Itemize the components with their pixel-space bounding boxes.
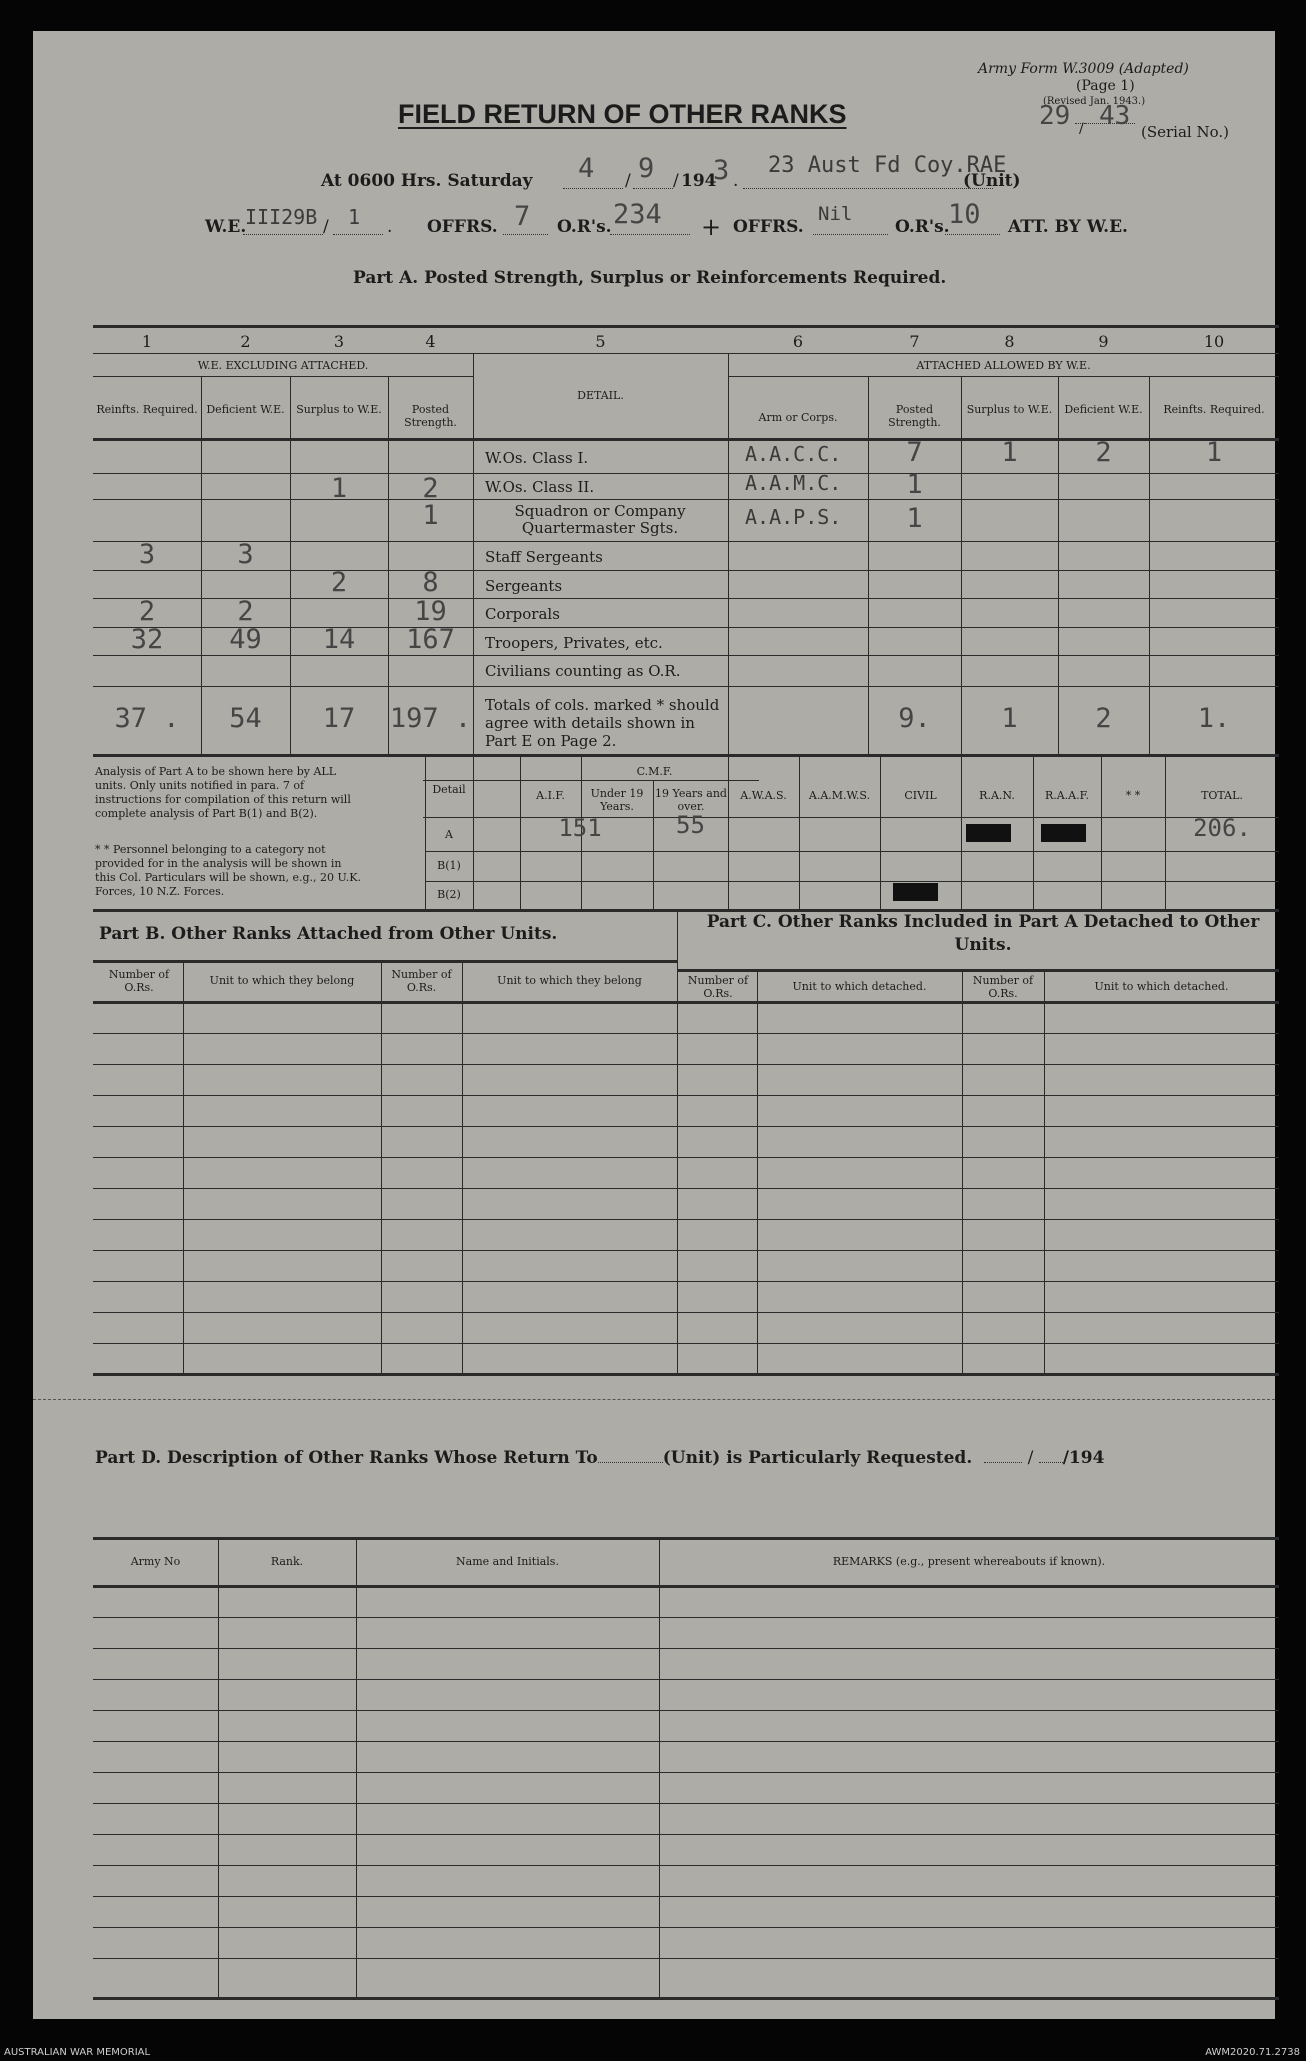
plus-sign: + — [701, 213, 722, 241]
part-b-header: Unit to which they belong — [209, 974, 355, 987]
we-value-a: III29B — [245, 205, 318, 229]
detail-header: DETAIL. — [577, 389, 624, 402]
part-b-header: Number of O.Rs. — [108, 968, 170, 994]
header-under-19: Under 19 Years. — [590, 787, 644, 813]
header-arm-corps: Arm or Corps. — [758, 411, 838, 424]
offrs2-value: Nil — [818, 203, 853, 225]
date-day: 4 — [578, 153, 595, 184]
header-att-deficient: Deficient W.E. — [1064, 403, 1143, 416]
part-d-header: REMARKS (e.g., present whereabouts if known). — [832, 1555, 1106, 1568]
separator — [33, 1399, 1275, 1400]
header-att-surplus: Surplus to W.E. — [966, 403, 1053, 416]
header-att-posted: Posted Strength. — [888, 403, 941, 429]
att-label: ATT. BY W.E. — [1008, 217, 1128, 237]
header-other: * * — [1125, 789, 1141, 802]
page-number: (Page 1) — [1076, 78, 1135, 94]
part-d-title: Part D. Description of Other Ranks Whose Return To (Unit) is Particularly Requested. / /194 — [95, 1448, 1105, 1468]
at-label: At 0600 Hrs. Saturday — [321, 171, 533, 191]
form-reference: Army Form W.3009 (Adapted) — [978, 61, 1189, 77]
aif-value: 151 — [558, 814, 602, 842]
page-title: FIELD RETURN OF OTHER RANKS — [398, 99, 847, 129]
part-a-title: Part A. Posted Strength, Surplus or Reinforcements Required. — [353, 268, 947, 288]
ors-value: 234 — [613, 199, 662, 230]
part-d-header: Rank. — [270, 1555, 304, 1568]
unit-value: 23 Aust Fd Coy.RAE — [768, 153, 1007, 178]
detail-label: Detail — [432, 783, 466, 796]
header-19-over: 19 Years and over. — [655, 787, 727, 813]
form-page: Army Form W.3009 (Adapted) (Page 1) (Revised Jan. 1943.) 29 / 43 (Serial No.) FIELD RETURN OF OTHER RANKS At 0600 Hrs. Saturday 4 / 9 / 194 3 . 23 Aust Fd Coy.RAE (Unit) W.E. III29B / 1 . OFFRS. 7 O.R's. 234 + OFFRS. Nil O.R's. 10 ATT. BY W.E. Part A. Posted Strength, Surplus or Reinforcements Required. 1 2 3 4 5 6 7 8 9 10 W.E. EXCLUDING ATTACHED. ATTACHED ALLOWED BY W.E. DETAIL. Reinfts. Required. Deficient W.E. Surplus to W.E. Posted Strength. Arm or Corps. Posted Strength. Surplus to W.E. Deficient W.E. Reinfts. Required. W.Os. Class I. A.A.C.C. 7 1 2 1 1 2 W.Os. Class II. A.A.M.C. 1 1 Squadron or Company Quartermaster Sgts. A.A.P.S. 1 3 3 Staff Sergeants 2 8 Sergeants 2 2 19 Corporals 32 49 14 167 Troopers, Privates, etc. Civilians counting as O.R. 37 . 54 17 197 . Totals of cols. marked * should agree with details shown in Part E on Page 2. 9. 1 2 1. Analysis of Part A to be shown here by ALL units. Only units notified in para. 7 of instructions for compilation of this return will complete analysis of Part B(1) and B(2). * * Personnel belonging to a category not provided for in the analysis will be shown in this Col. Particulars will be shown, e.g., 20 U.K. Forces, 10 N.Z. Forces. Detail A.I.F. C.M.F. Under 19 Years. 19 Years and over. A.W.A.S. A.A.M.W.S. CIVIL R.A.N. R.A.A.F. * * TOTAL. A B(1) B(2) 151 55 206. Part B. Other Ranks Attached from Other Units. Part C. Other Ranks Included in Part A Detached to Other Units. Number of O.Rs. Unit to which they belong Number of O.Rs. Unit to which they belong Number of O.Rs. Unit to which detached. Number of O.Rs. Unit to which detached. Part D. Description of Other Ranks Whose Return To (Unit) is Particularly Requested. / /194 Army No Rank. Name and Initials. REMARKS (e.g., present whereabouts if known). — [33, 31, 1275, 2019]
header-cmf: C.M.F. — [636, 765, 673, 778]
redaction-raaf — [1041, 824, 1086, 842]
offrs-value: 7 — [514, 201, 531, 232]
part-b-header: Number of O.Rs. — [391, 968, 452, 994]
analysis-note: Analysis of Part A to be shown here by ALL units. Only units notified in para. 7 of instructions for compilation of this return will complete analysis of Part B(1) and B(2). — [95, 765, 351, 820]
header-raaf: R.A.A.F. — [1044, 789, 1090, 802]
row-label-b1: B(1) — [437, 859, 461, 872]
serial-year-value: 43 — [1099, 101, 1131, 131]
header-att-reinfts: Reinfts. Required. — [1163, 403, 1265, 416]
group-we-excluding: W.E. EXCLUDING ATTACHED. — [197, 359, 369, 372]
row-label-b2: B(2) — [437, 888, 461, 901]
group-attached: ATTACHED ALLOWED BY W.E. — [916, 359, 1091, 372]
part-c-header: Unit to which detached. — [792, 980, 927, 993]
part-b-header: Unit to which they belong — [497, 974, 642, 987]
cmf-over-value: 55 — [676, 811, 705, 839]
part-d-header: Army No — [130, 1555, 181, 1568]
redaction-civil — [893, 883, 938, 901]
header-deficient: Deficient W.E. — [206, 403, 285, 416]
header-aamws: A.A.M.W.S. — [808, 789, 871, 802]
unit-label: (Unit) — [963, 171, 1021, 191]
header-awas: A.W.A.S. — [740, 789, 787, 802]
year-prefix: 194 — [681, 171, 717, 191]
revised-date: (Revised Jan. 1943.) — [1043, 96, 1146, 107]
offrs2-label: OFFRS. — [733, 217, 804, 237]
total-value: 206. — [1193, 814, 1251, 842]
part-b-title: Part B. Other Ranks Attached from Other Units. — [99, 924, 558, 944]
header-reinfts-required: Reinfts. Required. — [96, 403, 198, 416]
header-posted-strength: Posted Strength. — [404, 403, 457, 429]
ors2-value: 10 — [948, 199, 981, 230]
personnel-note: * * Personnel belonging to a category not provided for in the analysis will be shown in this Col. Particulars will be shown, e.g., 20 U.K. Forces, 10 N.Z. Forces. — [95, 843, 361, 898]
row-label-a: A — [445, 828, 453, 841]
header-civil: CIVIL — [904, 789, 937, 802]
year-digit: 3 — [713, 155, 730, 186]
redaction-ran — [966, 824, 1011, 842]
offrs-label: OFFRS. — [427, 217, 498, 237]
part-d-header: Name and Initials. — [456, 1555, 559, 1568]
ors-label: O.R's. — [557, 217, 612, 237]
we-label: W.E. — [205, 217, 247, 237]
footer-right: AWM2020.71.2738 — [1205, 2047, 1300, 2058]
we-value-b: 1 — [348, 205, 361, 229]
header-surplus: Surplus to W.E. — [296, 403, 382, 416]
header-total: TOTAL. — [1201, 789, 1243, 802]
date-month: 9 — [638, 153, 655, 184]
part-c-header: Number of O.Rs. — [687, 974, 749, 1000]
ors2-label: O.R's. — [895, 217, 950, 237]
serial-label: (Serial No.) — [1141, 123, 1229, 141]
serial-number-value: 29 — [1039, 101, 1071, 131]
part-c-title: Part C. Other Ranks Included in Part A Detached to Other Units. — [706, 912, 1260, 955]
part-c-header: Number of O.Rs. — [972, 974, 1034, 1000]
header-ran: R.A.N. — [979, 789, 1015, 802]
footer-left: AUSTRALIAN WAR MEMORIAL — [4, 2047, 151, 2058]
part-c-header: Unit to which detached. — [1094, 980, 1229, 993]
header-aif: A.I.F. — [536, 789, 565, 802]
